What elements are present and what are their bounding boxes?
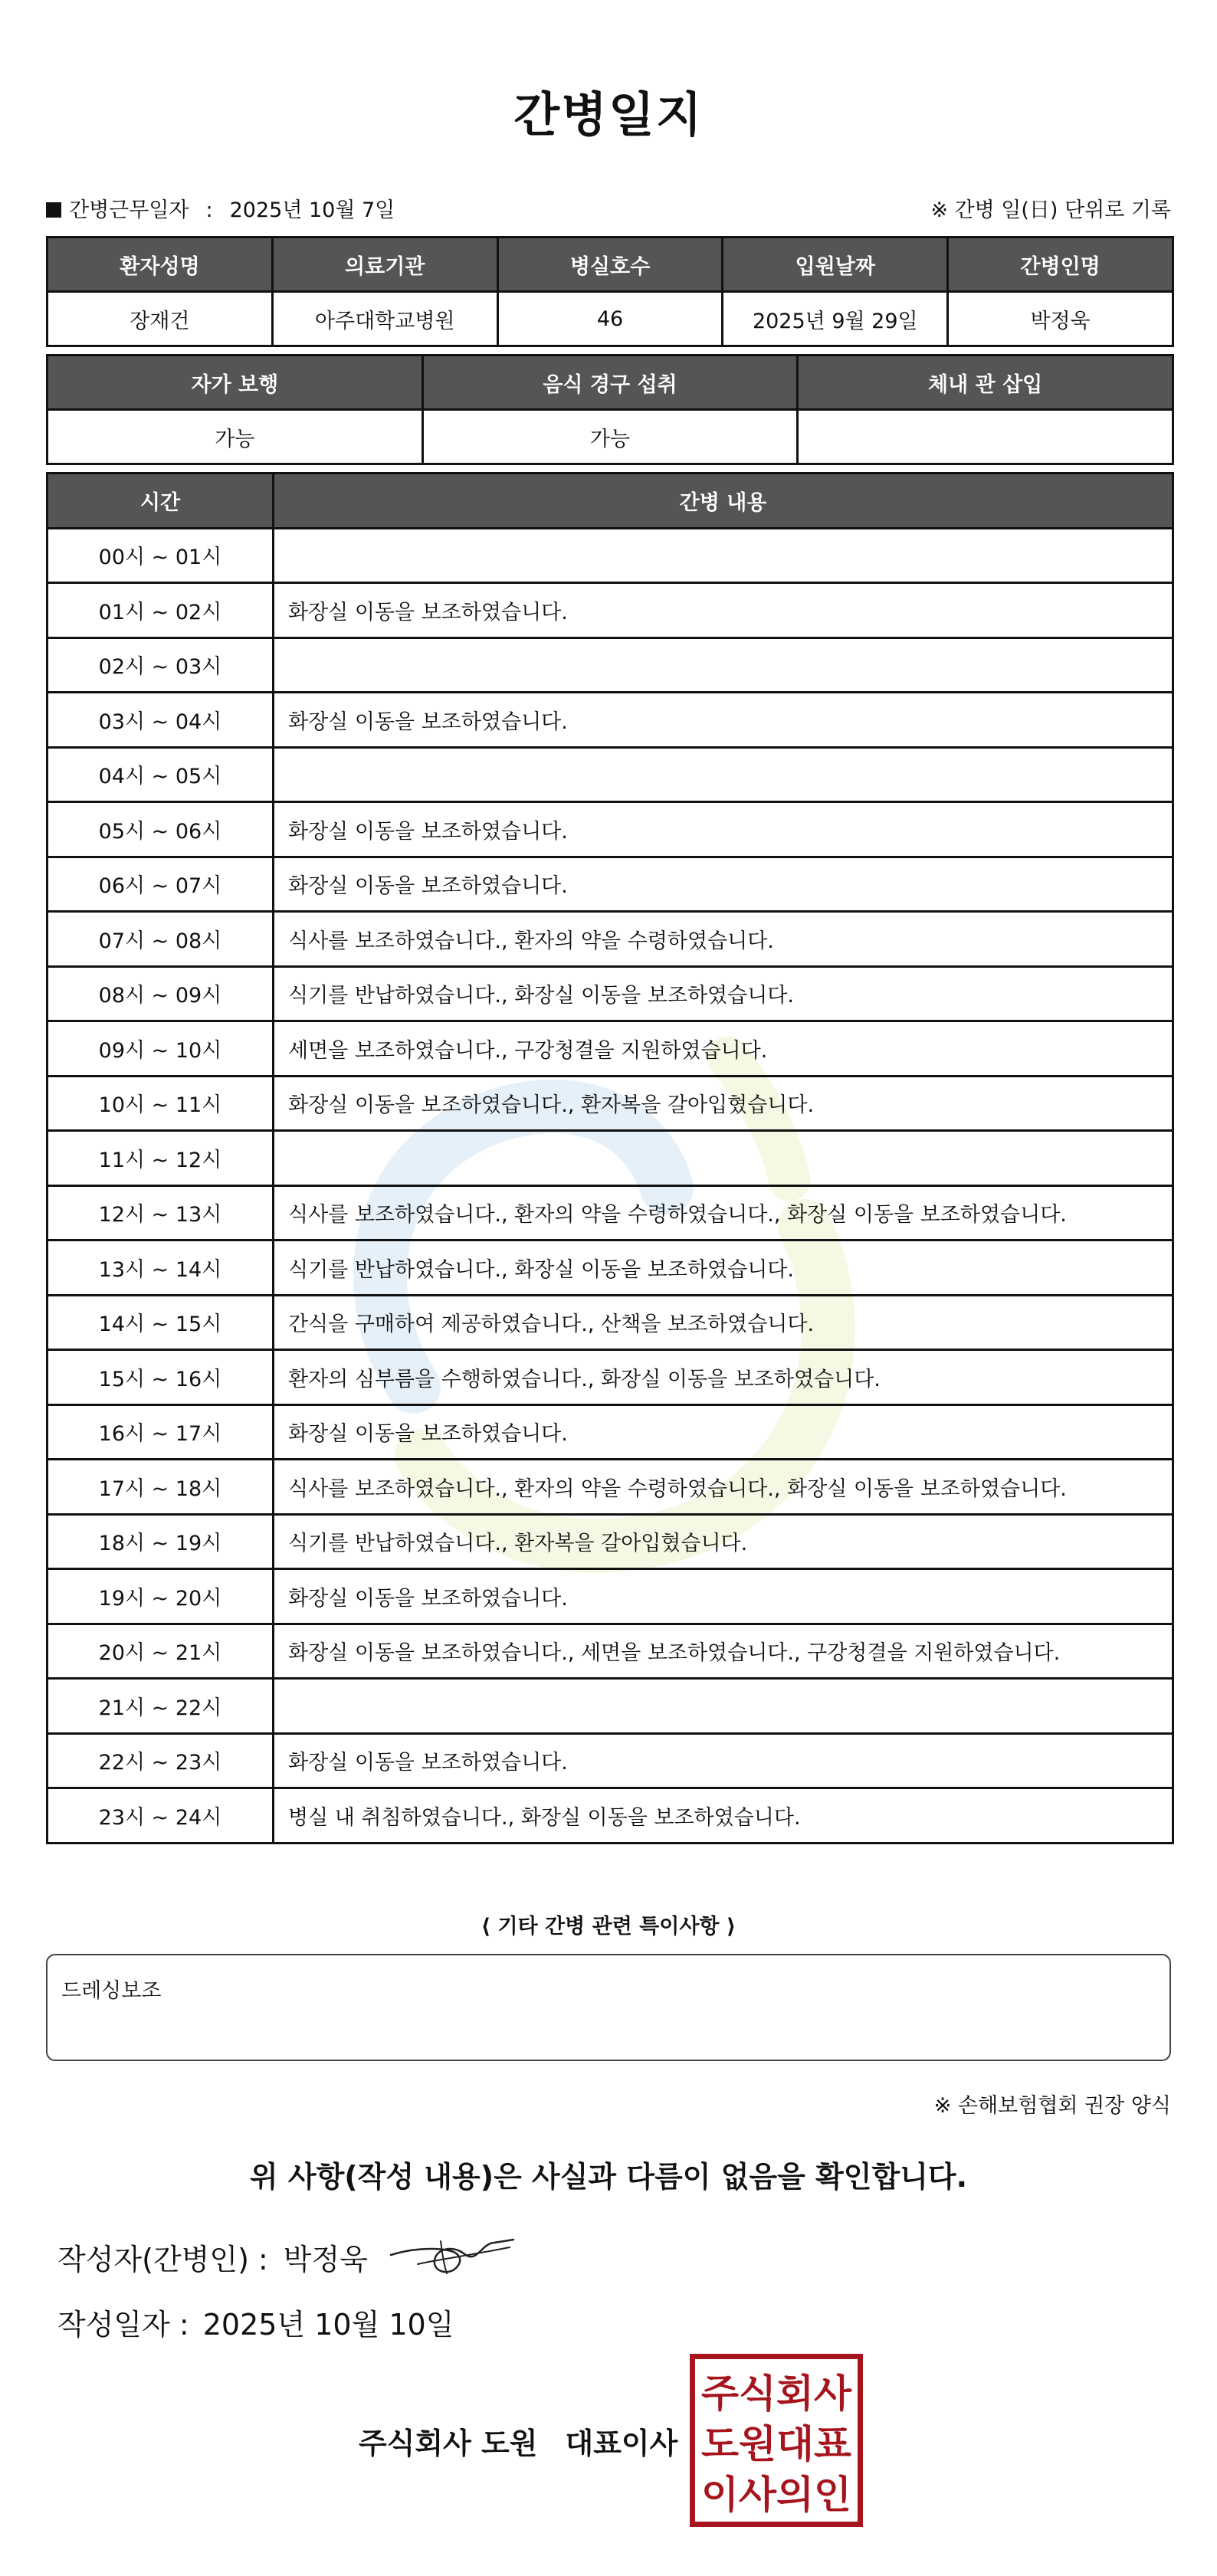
unit-note: ※ 간병 일(日) 단위로 기록: [930, 198, 1171, 222]
care-log-row: [48, 1514, 1173, 1569]
writer-line: [57, 2236, 368, 2282]
log-time: 20시 ~ 21시: [48, 1624, 274, 1679]
meta-row: [46, 193, 1171, 224]
header-caregiver: 간병인명: [948, 238, 1173, 292]
log-time: 02시 ~ 03시: [48, 637, 274, 693]
care-log-row: [48, 857, 1173, 912]
care-log-row: [48, 693, 1173, 748]
header-patient-name: 환자성명: [48, 238, 273, 292]
signature-icon: [387, 2226, 517, 2279]
document-title: 간병일지: [513, 87, 704, 143]
log-content: 화장실 이동을 보조하였습니다.: [274, 802, 1173, 857]
writer-name: 박정욱: [283, 2243, 368, 2276]
log-time: 14시 ~ 15시: [48, 1295, 274, 1350]
header-hospital: 의료기관: [272, 238, 497, 292]
ability-value-row: [48, 410, 1173, 464]
log-time: 06시 ~ 07시: [48, 857, 274, 912]
log-time: 23시 ~ 24시: [48, 1788, 274, 1844]
log-time: 13시 ~ 14시: [48, 1240, 274, 1296]
log-content: 식사를 보조하였습니다., 환자의 약을 수령하였습니다.: [274, 912, 1173, 967]
room-number: 46: [497, 292, 723, 346]
log-content: [274, 1679, 1173, 1734]
ability-header-row: [48, 356, 1173, 410]
header-room: 병실호수: [497, 238, 723, 292]
special-notes-box: [46, 1954, 1171, 2061]
log-time: 05시 ~ 06시: [48, 802, 274, 857]
work-date-value: 2025년 10월 7일: [229, 198, 395, 222]
patient-info-table: [46, 236, 1174, 347]
log-content: 식기를 반납하였습니다., 화장실 이동을 보조하였습니다.: [274, 1240, 1173, 1296]
log-content: 화장실 이동을 보조하였습니다.: [274, 583, 1173, 638]
log-time: 00시 ~ 01시: [48, 528, 274, 583]
log-time: 08시 ~ 09시: [48, 966, 274, 1021]
care-log-row: [48, 1185, 1173, 1240]
confirmation-statement: 위 사항(작성 내용)은 사실과 다름이 없음을 확인합니다.: [249, 2160, 968, 2194]
header-admission-date: 입원날짜: [723, 238, 948, 292]
oral-intake-value: 가능: [422, 410, 798, 464]
log-content: 식사를 보조하였습니다., 환자의 약을 수령하였습니다., 화장실 이동을 보조하였습니다.: [274, 1460, 1173, 1515]
log-content: 화장실 이동을 보조하였습니다.: [274, 1404, 1173, 1460]
log-content: [274, 637, 1173, 693]
colon: :: [205, 198, 213, 222]
log-time: 10시 ~ 11시: [48, 1076, 274, 1131]
recommended-form-note: ※ 손해보험협회 권장 양식: [933, 2094, 1171, 2118]
log-time: 04시 ~ 05시: [48, 747, 274, 802]
log-content: 화장실 이동을 보조하였습니다.: [274, 1733, 1173, 1788]
tube-insertion-value: [798, 410, 1173, 464]
header-care-content: 간병 내용: [274, 474, 1173, 529]
self-walking-value: 가능: [48, 410, 423, 464]
log-time: 18시 ~ 19시: [48, 1514, 274, 1569]
work-date-label: 간병근무일자: [69, 198, 189, 222]
patient-info-value-row: [48, 292, 1173, 346]
written-date-value: 2025년 10월 10일: [202, 2308, 454, 2342]
log-content: 간식을 구매하여 제공하였습니다., 산책을 보조하였습니다.: [274, 1295, 1173, 1350]
special-notes-title: ⟨ 기타 간병 관련 특이사항 ⟩: [481, 1915, 736, 1939]
care-log-row: [48, 1076, 1173, 1131]
care-log-row: [48, 912, 1173, 967]
writer-label: 작성자(간병인) :: [57, 2243, 268, 2276]
seal-icon: [695, 2359, 858, 2522]
written-date-line: [57, 2301, 454, 2343]
header-time: 시간: [48, 474, 274, 529]
care-log-row: [48, 1021, 1173, 1077]
header-self-walking: 자가 보행: [48, 356, 423, 410]
log-time: 22시 ~ 23시: [48, 1733, 274, 1788]
representative-title: 대표이사: [565, 2427, 678, 2460]
log-content: 식사를 보조하였습니다., 환자의 약을 수령하였습니다., 화장실 이동을 보조하였습니다.: [274, 1185, 1173, 1240]
care-log-row: [48, 747, 1173, 802]
hospital-name: 아주대학교병원: [272, 292, 497, 346]
log-content: 식기를 반납하였습니다., 환자복을 갈아입혔습니다.: [274, 1514, 1173, 1569]
care-log-row: [48, 583, 1173, 638]
company-line: [359, 2420, 677, 2462]
log-time: 17시 ~ 18시: [48, 1460, 274, 1515]
svg-text:이사의인: 이사의인: [701, 2473, 851, 2517]
log-content: 병실 내 취침하였습니다., 화장실 이동을 보조하였습니다.: [274, 1788, 1173, 1844]
care-log-row: [48, 1240, 1173, 1296]
log-time: 21시 ~ 22시: [48, 1679, 274, 1734]
log-time: 16시 ~ 17시: [48, 1404, 274, 1460]
log-time: 01시 ~ 02시: [48, 583, 274, 638]
log-content: 화장실 이동을 보조하였습니다.: [274, 693, 1173, 748]
log-content: [274, 1131, 1173, 1186]
care-log-row: [48, 1350, 1173, 1405]
log-time: 07시 ~ 08시: [48, 912, 274, 967]
header-tube-insertion: 체내 관 삽입: [798, 356, 1173, 410]
care-log-row: [48, 1788, 1173, 1844]
patient-name: 장재건: [48, 292, 273, 346]
care-log-row: [48, 1404, 1173, 1460]
log-time: 09시 ~ 10시: [48, 1021, 274, 1077]
care-log-row: [48, 1569, 1173, 1624]
log-content: 화장실 이동을 보조하였습니다., 환자복을 갈아입혔습니다.: [274, 1076, 1173, 1131]
square-bullet-icon: [46, 202, 61, 218]
log-content: [274, 747, 1173, 802]
header-oral-intake: 음식 경구 섭취: [422, 356, 798, 410]
care-log-header-row: [48, 474, 1173, 529]
care-log-row: [48, 528, 1173, 583]
care-log-row: [48, 966, 1173, 1021]
care-log-row: [48, 1624, 1173, 1679]
care-log-row: [48, 1295, 1173, 1350]
admission-date: 2025년 9월 29일: [723, 292, 948, 346]
care-log-row: [48, 637, 1173, 693]
care-log-row: [48, 1460, 1173, 1515]
company-name: 주식회사 도원: [359, 2427, 538, 2460]
ability-table: [46, 354, 1174, 465]
work-date-line: [46, 193, 395, 223]
written-date-label: 작성일자 :: [57, 2308, 189, 2342]
care-log-row: [48, 802, 1173, 857]
care-log-body: [48, 528, 1173, 1843]
log-time: 03시 ~ 04시: [48, 693, 274, 748]
log-content: 화장실 이동을 보조하였습니다.: [274, 857, 1173, 912]
care-log-row: [48, 1679, 1173, 1734]
care-log-row: [48, 1733, 1173, 1788]
log-time: 19시 ~ 20시: [48, 1569, 274, 1624]
svg-text:주식회사: 주식회사: [701, 2371, 852, 2416]
log-time: 11시 ~ 12시: [48, 1131, 274, 1186]
log-content: 식기를 반납하였습니다., 화장실 이동을 보조하였습니다.: [274, 966, 1173, 1021]
svg-text:도원대표: 도원대표: [701, 2422, 852, 2466]
company-seal-stamp: [690, 2354, 863, 2527]
log-content: 화장실 이동을 보조하였습니다.: [274, 1569, 1173, 1624]
care-log-table: [46, 472, 1174, 1844]
caregiver-name: 박정욱: [948, 292, 1173, 346]
log-content: [274, 528, 1173, 583]
log-time: 15시 ~ 16시: [48, 1350, 274, 1405]
patient-info-header-row: [48, 238, 1173, 292]
log-time: 12시 ~ 13시: [48, 1185, 274, 1240]
log-content: 화장실 이동을 보조하였습니다., 세면을 보조하였습니다., 구강청결을 지원하였습니다.: [274, 1624, 1173, 1679]
log-content: 환자의 심부름을 수행하였습니다., 화장실 이동을 보조하였습니다.: [274, 1350, 1173, 1405]
care-log-row: [48, 1131, 1173, 1186]
log-content: 세면을 보조하였습니다., 구강청결을 지원하였습니다.: [274, 1021, 1173, 1077]
special-notes-content: 드레싱보조: [61, 1979, 162, 2003]
